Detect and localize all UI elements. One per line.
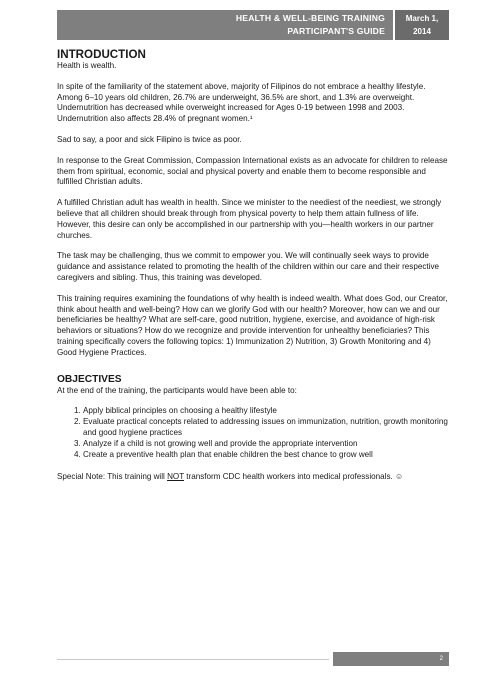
objective-item: 3. Analyze if a child is not growing well and provide the appropriate intervention	[83, 439, 449, 450]
special-note-emphasis: NOT	[167, 472, 185, 482]
special-note-start: Special Note: This training will	[57, 472, 168, 482]
intro-paragraph-5: A fulfilled Christian adult has wealth in health. Since we minister to the neediest of the neediest, we strongly believe that all children should break through from physical poverty to help them attain fullness of life. However, this desire can only be accomplished in our partnership with you—health workers in our partner churches.	[57, 198, 442, 240]
intro-paragraph-2: In spite of the familiarity of the statement above, majority of Filipinos do not embrace a healthy lifestyle. Among 6–10 years old children, 26.7% are underweight, 36.5% are short, and 1.3% are overweight. Undernutrition has decreased while overweight increased for Ages 0-19 between 1998 and 2003. Undernutrition also affects 28.4% of pregnant women.¹	[57, 81, 426, 124]
footer-divider	[57, 659, 329, 660]
intro-paragraph-7: This training requires examining the foundations of why health is indeed wealth. What does God, our Creator, think about health and well-being? How can we glorify God with our health? Moreover, how can we and our beneficiaries be healthy? What are self-care, good nutrition, hygiene, exercise, and avoidance of high-risk behaviors or situations? How do we recognize and provide intervention for unhealthy beneficiaries? This training specifically covers the following topics: 1) Immunization 2) Nutrition, 3) Growth Monitoring and 4) Good Hygiene Practices.	[57, 293, 448, 357]
intro-paragraph-6: The task may be challenging, thus we commit to empower you. We will continually seek ways to provide guidance and assistance related to promoting the health of the children within our care and their respective caregivers and sibling. Thus, this training was developed.	[57, 251, 439, 282]
objectives-intro: At the end of the training, the participants would have been able to:	[57, 385, 297, 395]
page-content	[57, 48, 449, 483]
document-date-line1: March 1,	[405, 14, 439, 23]
objectives-heading: OBJECTIVES	[57, 373, 122, 385]
document-date	[395, 10, 449, 40]
page-header	[57, 10, 449, 40]
objective-item: 1. Apply biblical principles on choosing a healthy lifestyle	[83, 406, 449, 417]
document-date-line2: 2014	[413, 27, 431, 36]
document-title	[57, 10, 393, 40]
special-note-end: transform CDC health workers into medical professionals. ☺	[184, 472, 404, 482]
objectives-list	[57, 406, 449, 460]
page-number: 2	[333, 652, 449, 666]
intro-paragraph-3: Sad to say, a poor and sick Filipino is twice as poor.	[57, 134, 242, 144]
objective-item: 2. Evaluate practical concepts related to addressing issues on immunization, nutrition, growth monitoring and good hygiene practices	[83, 417, 449, 439]
intro-paragraph-1: Health is wealth.	[57, 61, 117, 70]
intro-paragraph-4: In response to the Great Commission, Compassion International exists as an advocate for children to release them from spiritual, economic, social and physical poverty and enable them to become responsible and fulfilled Christian adults.	[57, 155, 448, 187]
page-footer	[57, 652, 449, 666]
objective-item: 4. Create a preventive health plan that enable children the best chance to grow well	[83, 450, 449, 461]
introduction-heading: INTRODUCTION	[57, 48, 146, 61]
document-title-line2: PARTICIPANT'S GUIDE	[287, 26, 385, 36]
document-title-line1: HEALTH & WELL-BEING TRAINING	[235, 13, 385, 23]
special-note	[57, 472, 449, 483]
